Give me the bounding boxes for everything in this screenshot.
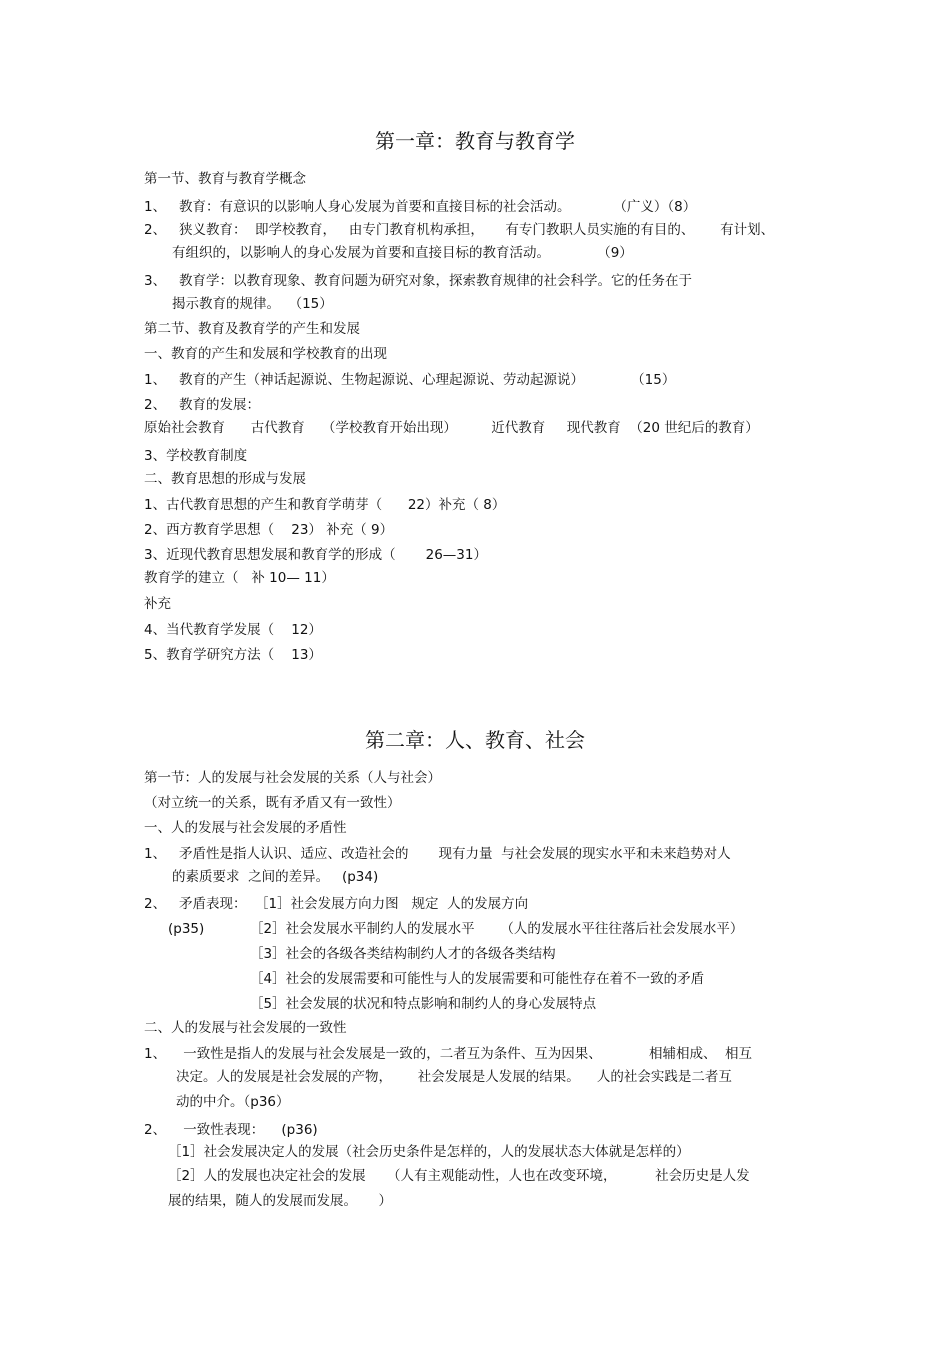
ch2-part1-item1-line1: 1、 矛盾性是指人认识、适应、改造社会的 现有力量 与社会发展的现实水平和未来趋势对人 — [144, 846, 731, 862]
chapter1-title: 第一章：教育与教育学 — [375, 129, 575, 153]
ch2-part2-item1-line3: 动的中介。（p36） — [176, 1094, 290, 1110]
ch1-part1-heading: 一、教育的产生和发展和学校教育的出现 — [144, 346, 387, 362]
ch1-part2-item2: 2、西方教育学思想（ 23） 补充（ 9） — [144, 522, 394, 538]
ch2-part2-item2-point2-line2: 展的结果，随人的发展而发展。 ） — [168, 1193, 392, 1209]
ch2-part2-item2-point1: ［1］社会发展决定人的发展（社会历史条件是怎样的，人的发展状态大体就是怎样的） — [168, 1144, 690, 1160]
ch1-item3-line2: 揭示教育的规律。 （15） — [172, 296, 333, 312]
ch1-part1-item1: 1、 教育的产生（神话起源说、生物起源说、心理起源说、劳动起源说） （15） — [144, 372, 676, 388]
ch2-part2-item1-line1: 1、 一致性是指人的发展与社会发展是一致的，二者互为条件、互为因果、 相辅相成、 相互 — [144, 1046, 753, 1062]
ch2-section1-heading: 第一节：人的发展与社会发展的关系（人与社会） — [144, 770, 441, 786]
ch2-part1-item2-point3: ［3］社会的各级各类结构制约人才的各级各类结构 — [250, 946, 556, 962]
ch2-part2-item1-line2: 决定。人的发展是社会发展的产物， 社会发展是人发展的结果。 人的社会实践是二者互 — [176, 1069, 732, 1085]
ch1-item1: 1、 教育：有意识的以影响人身心发展为首要和直接目标的社会活动。 （广义）（8） — [144, 199, 697, 215]
ch2-part1-item2-point5: ［5］社会发展的状况和特点影响和制约人的身心发展特点 — [250, 996, 597, 1012]
ch1-item3-line1: 3、 教育学：以教育现象、教育问题为研究对象，探索教育规律的社会科学。它的任务在于 — [144, 273, 692, 289]
ch1-part2-heading: 二、教育思想的形成与发展 — [144, 471, 306, 487]
ch1-section2-heading: 第二节、教育及教育学的产生和发展 — [144, 321, 360, 337]
ch2-part1-item2-line1: 2、 矛盾表现： ［1］社会发展方向力图 规定 人的发展方向 — [144, 896, 529, 912]
ch1-part2-item3-sub1: 教育学的建立（ 补 10— 11） — [144, 570, 335, 586]
ch2-part1-item2-point2: ［2］社会发展水平制约人的发展水平 （人的发展水平往往落后社会发展水平） — [250, 921, 744, 937]
ch2-part1-item2-page: (p35) — [168, 921, 205, 937]
ch2-part1-item2-point4: ［4］社会的发展需要和可能性与人的发展需要和可能性存在着不一致的矛盾 — [250, 971, 705, 987]
ch2-part2-item2-point2-line1: ［2］人的发展也决定社会的发展 （人有主观能动性，人也在改变环境， 社会历史是人发 — [168, 1168, 750, 1184]
ch1-part2-item5: 5、教育学研究方法（ 13） — [144, 647, 322, 663]
ch2-part1-heading: 一、人的发展与社会发展的矛盾性 — [144, 820, 347, 836]
ch1-part2-item4: 4、当代教育学发展（ 12） — [144, 622, 322, 638]
ch1-part2-item1: 1、古代教育思想的产生和教育学萌芽（ 22）补充（ 8） — [144, 497, 506, 513]
chapter2-title: 第二章：人、教育、社会 — [365, 728, 585, 752]
ch2-part1-item1-line2: 的素质要求 之间的差异。 (p34) — [172, 869, 379, 885]
ch1-part2-item3-sub2: 补充 — [144, 596, 171, 612]
ch1-part1-item2-stages: 原始社会教育 古代教育 （学校教育开始出现） 近代教育 现代教育 （20 世纪后的教育） — [144, 420, 759, 436]
ch1-section1-heading: 第一节、教育与教育学概念 — [144, 171, 306, 187]
ch1-item2-line2: 有组织的，以影响人的身心发展为首要和直接目标的教育活动。 （9） — [172, 245, 633, 261]
ch2-part2-item2: 2、 一致性表现： (p36) — [144, 1122, 318, 1138]
ch2-part2-heading: 二、人的发展与社会发展的一致性 — [144, 1020, 347, 1036]
ch1-part1-item2: 2、 教育的发展： — [144, 397, 260, 413]
ch1-part1-item3: 3、学校教育制度 — [144, 448, 248, 464]
ch1-part2-item3: 3、近现代教育思想发展和教育学的形成（ 26—31） — [144, 547, 487, 563]
ch2-section1-note: （对立统一的关系，既有矛盾又有一致性） — [144, 795, 401, 811]
ch1-item2-line1: 2、 狭义教育： 即学校教育， 由专门教育机构承担， 有专门教职人员实施的有目的、 有计划、 — [144, 222, 775, 238]
